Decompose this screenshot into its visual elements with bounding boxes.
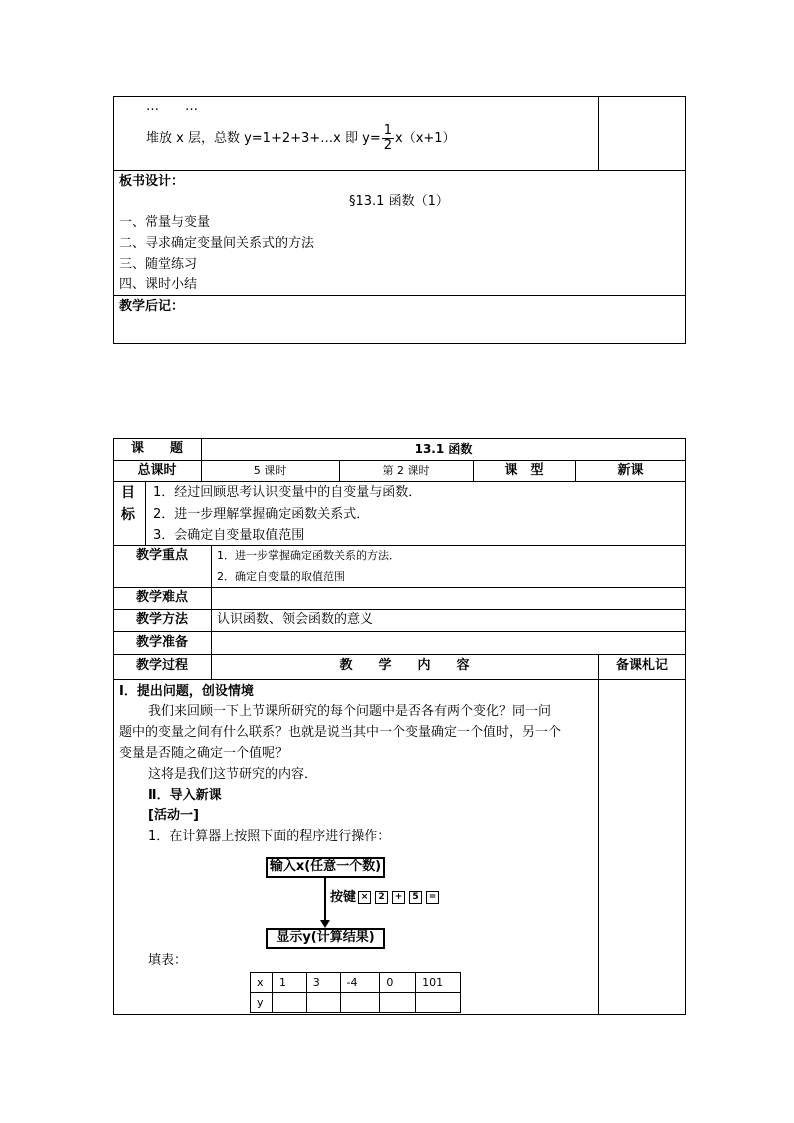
fill-label: 填表： [148,953,188,968]
digit-key-icon: 5 [409,891,422,904]
board-design-label: 板书设计： [119,174,185,189]
row-line [113,460,686,461]
flow-keys-label: 按键 [330,890,357,905]
content-label: 教 学 内 容 [339,658,470,673]
board-item: 二、寻求确定变量间关系式的方法 [119,236,315,251]
table-cell: 1 [272,973,306,993]
goal-label: 目 [121,485,135,501]
paragraph-line: 变量是否随之确定一个值呢？ [119,746,289,761]
row-line [113,631,686,632]
total-hours-label: 总课时 [137,463,177,478]
flow-output-box: 显示y(计算结果) [266,928,385,949]
notes-label: 备课札记 [615,658,668,673]
stack-formula [146,120,456,158]
table-cell: -4 [340,973,380,993]
plus-key-icon: + [392,891,405,904]
key-point-item: 1．进一步掌握确定函数关系的方法． [217,549,400,562]
top-table-divider [598,96,599,170]
fraction-half: $\frac{1}{2}$ [383,123,392,153]
activity-label: [活动一] [148,808,199,823]
paragraph-line: 我们来回顾一下上节课所研究的每个问题中是否各有两个变化？同一问 [148,704,552,719]
ellipsis-line: … … [146,99,199,114]
section1-title: Ⅰ．提出问题，创设情境 [119,684,254,699]
process-label: 教学过程 [135,658,188,673]
table-cell [340,993,380,1013]
table-cell: 101 [416,973,461,993]
col-line [598,654,599,1015]
top-table-line [113,170,686,171]
difficulty-label: 教学难点 [135,590,188,605]
table-row [251,993,461,1013]
row-line [113,654,686,655]
top-table-line [113,295,686,296]
flow-keys [330,890,441,906]
flow-input-box: 输入x(任意一个数) [266,857,385,878]
flow-arrow-line [324,878,326,922]
goal-item: 2．进一步理解掌握确定函数关系式． [153,507,370,522]
key-point-item: 2．确定自变量的取值范围 [217,570,345,583]
digit-key-icon: 2 [375,891,388,904]
method-label: 教学方法 [135,612,188,627]
postscript-label: 教学后记： [119,299,185,314]
table-cell [416,993,461,1013]
table-cell: x [251,973,273,993]
goal-label: 标 [121,507,135,523]
total-hours-value: 5 课时 [253,464,287,477]
section2-title: Ⅱ．导入新课 [148,788,222,803]
type-value: 新课 [617,463,644,478]
col-line [145,481,146,545]
topic-label: 课 题 [130,441,183,456]
board-item: 三、随堂练习 [119,257,198,272]
row-line [113,481,686,482]
topic-value: 13.1 函数 [414,442,473,456]
goal-item: 3．会确定自变量取值范围 [153,528,305,543]
type-label: 课 型 [504,463,544,478]
step-instruction: 1．在计算器上按照下面的程序进行操作： [148,829,391,844]
arrow-down-icon [320,920,330,928]
table-cell: 0 [380,973,416,993]
row-line [113,587,686,588]
board-item: 四、课时小结 [119,277,198,292]
table-cell [380,993,416,1013]
stack-formula-prefix: 堆放 x 层，总数 y=1+2+3+…x 即 y= [146,131,381,146]
table-cell [306,993,340,1013]
method-value: 认识函数、领会函数的意义 [217,612,374,627]
key-points-label: 教学重点 [135,548,188,563]
table-cell [272,993,306,1013]
row-line [113,545,686,546]
paragraph-line: 这将是我们这节研究的内容． [148,767,318,782]
goal-item: 1．经过回顾思考认识变量中的自变量与函数． [153,485,422,500]
session-value: 第 2 课时 [382,464,430,477]
board-item: 一、常量与变量 [119,215,211,230]
paragraph-line: 题中的变量之间有什么联系？也就是说当其中一个变量确定一个值时，另一个 [119,725,562,740]
board-title: §13.1 函数（1） [349,194,449,209]
table-row [251,973,461,993]
table-cell: y [251,993,273,1013]
row-line [113,679,686,680]
value-table [250,972,461,1013]
row-line [113,609,686,610]
prep-label: 教学准备 [135,635,188,650]
multiply-key-icon: × [358,891,371,904]
equals-key-icon: = [426,891,439,904]
stack-formula-suffix: x（x+1） [395,131,456,146]
table-cell: 3 [306,973,340,993]
